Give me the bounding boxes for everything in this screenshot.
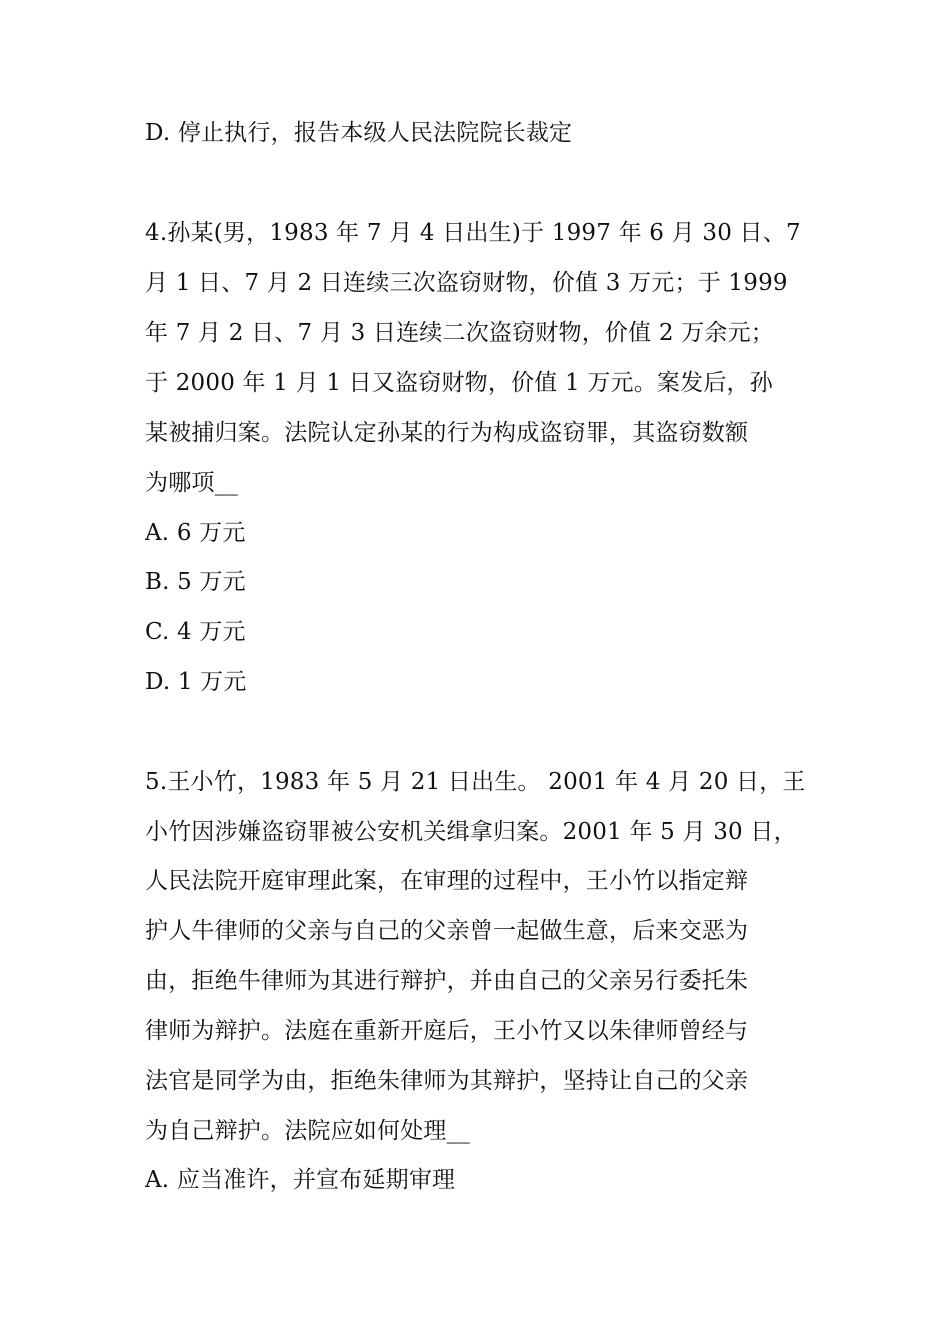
q5-stem-line: 法官是同学为由，拒绝朱律师为其辩护，坚持让自己的父亲 — [145, 1068, 749, 1094]
q5-option-a: A. 应当准许，并宣布延期审理 — [145, 1167, 456, 1193]
q4-stem-line: 某被捕归案。法院认定孙某的行为构成盗窃罪，其盗窃数额 — [145, 420, 749, 446]
q4-option-a: A. 6 万元 — [145, 520, 246, 546]
q4-stem-line: 月 1 日、7 月 2 日连续三次盗窃财物，价值 3 万元；于 1999 — [145, 270, 788, 296]
q5-stem-line: 人民法院开庭审理此案，在审理的过程中，王小竹以指定辩 — [145, 868, 749, 894]
q4-stem-line: 年 7 月 2 日、7 月 3 日连续二次盗窃财物，价值 2 万余元； — [145, 320, 774, 346]
q4-option-c: C. 4 万元 — [145, 619, 246, 645]
q3-option-d: D. 停止执行，报告本级人民法院院长裁定 — [145, 120, 573, 146]
q5-stem-line: 为自己辩护。法院应如何处理__ — [145, 1118, 470, 1144]
q5-stem-line: 护人牛律师的父亲与自己的父亲曾一起做生意，后来交恶为 — [145, 918, 749, 944]
q4-option-b: B. 5 万元 — [145, 569, 246, 595]
q4-stem-line: 于 2000 年 1 月 1 日又盗窃财物，价值 1 万元。案发后，孙 — [145, 370, 773, 396]
q5-stem-line: 律师为辩护。法庭在重新开庭后，王小竹又以朱律师曾经与 — [145, 1018, 749, 1044]
q5-stem-line: 由，拒绝牛律师为其进行辩护，并由自己的父亲另行委托朱 — [145, 968, 749, 994]
q4-stem-line: 为哪项__ — [145, 470, 238, 496]
q4-stem-line: 4.孙某(男，1983 年 7 月 4 日出生)于 1997 年 6 月 30 日、7 — [145, 220, 801, 246]
q5-stem-line: 5.王小竹，1983 年 5 月 21 日出生。 2001 年 4 月 20 日，王 — [145, 769, 806, 795]
q5-stem-line: 小竹因涉嫌盗窃罪被公安机关缉拿归案。2001 年 5 月 30 日， — [145, 819, 797, 845]
q4-option-d: D. 1 万元 — [145, 669, 247, 695]
